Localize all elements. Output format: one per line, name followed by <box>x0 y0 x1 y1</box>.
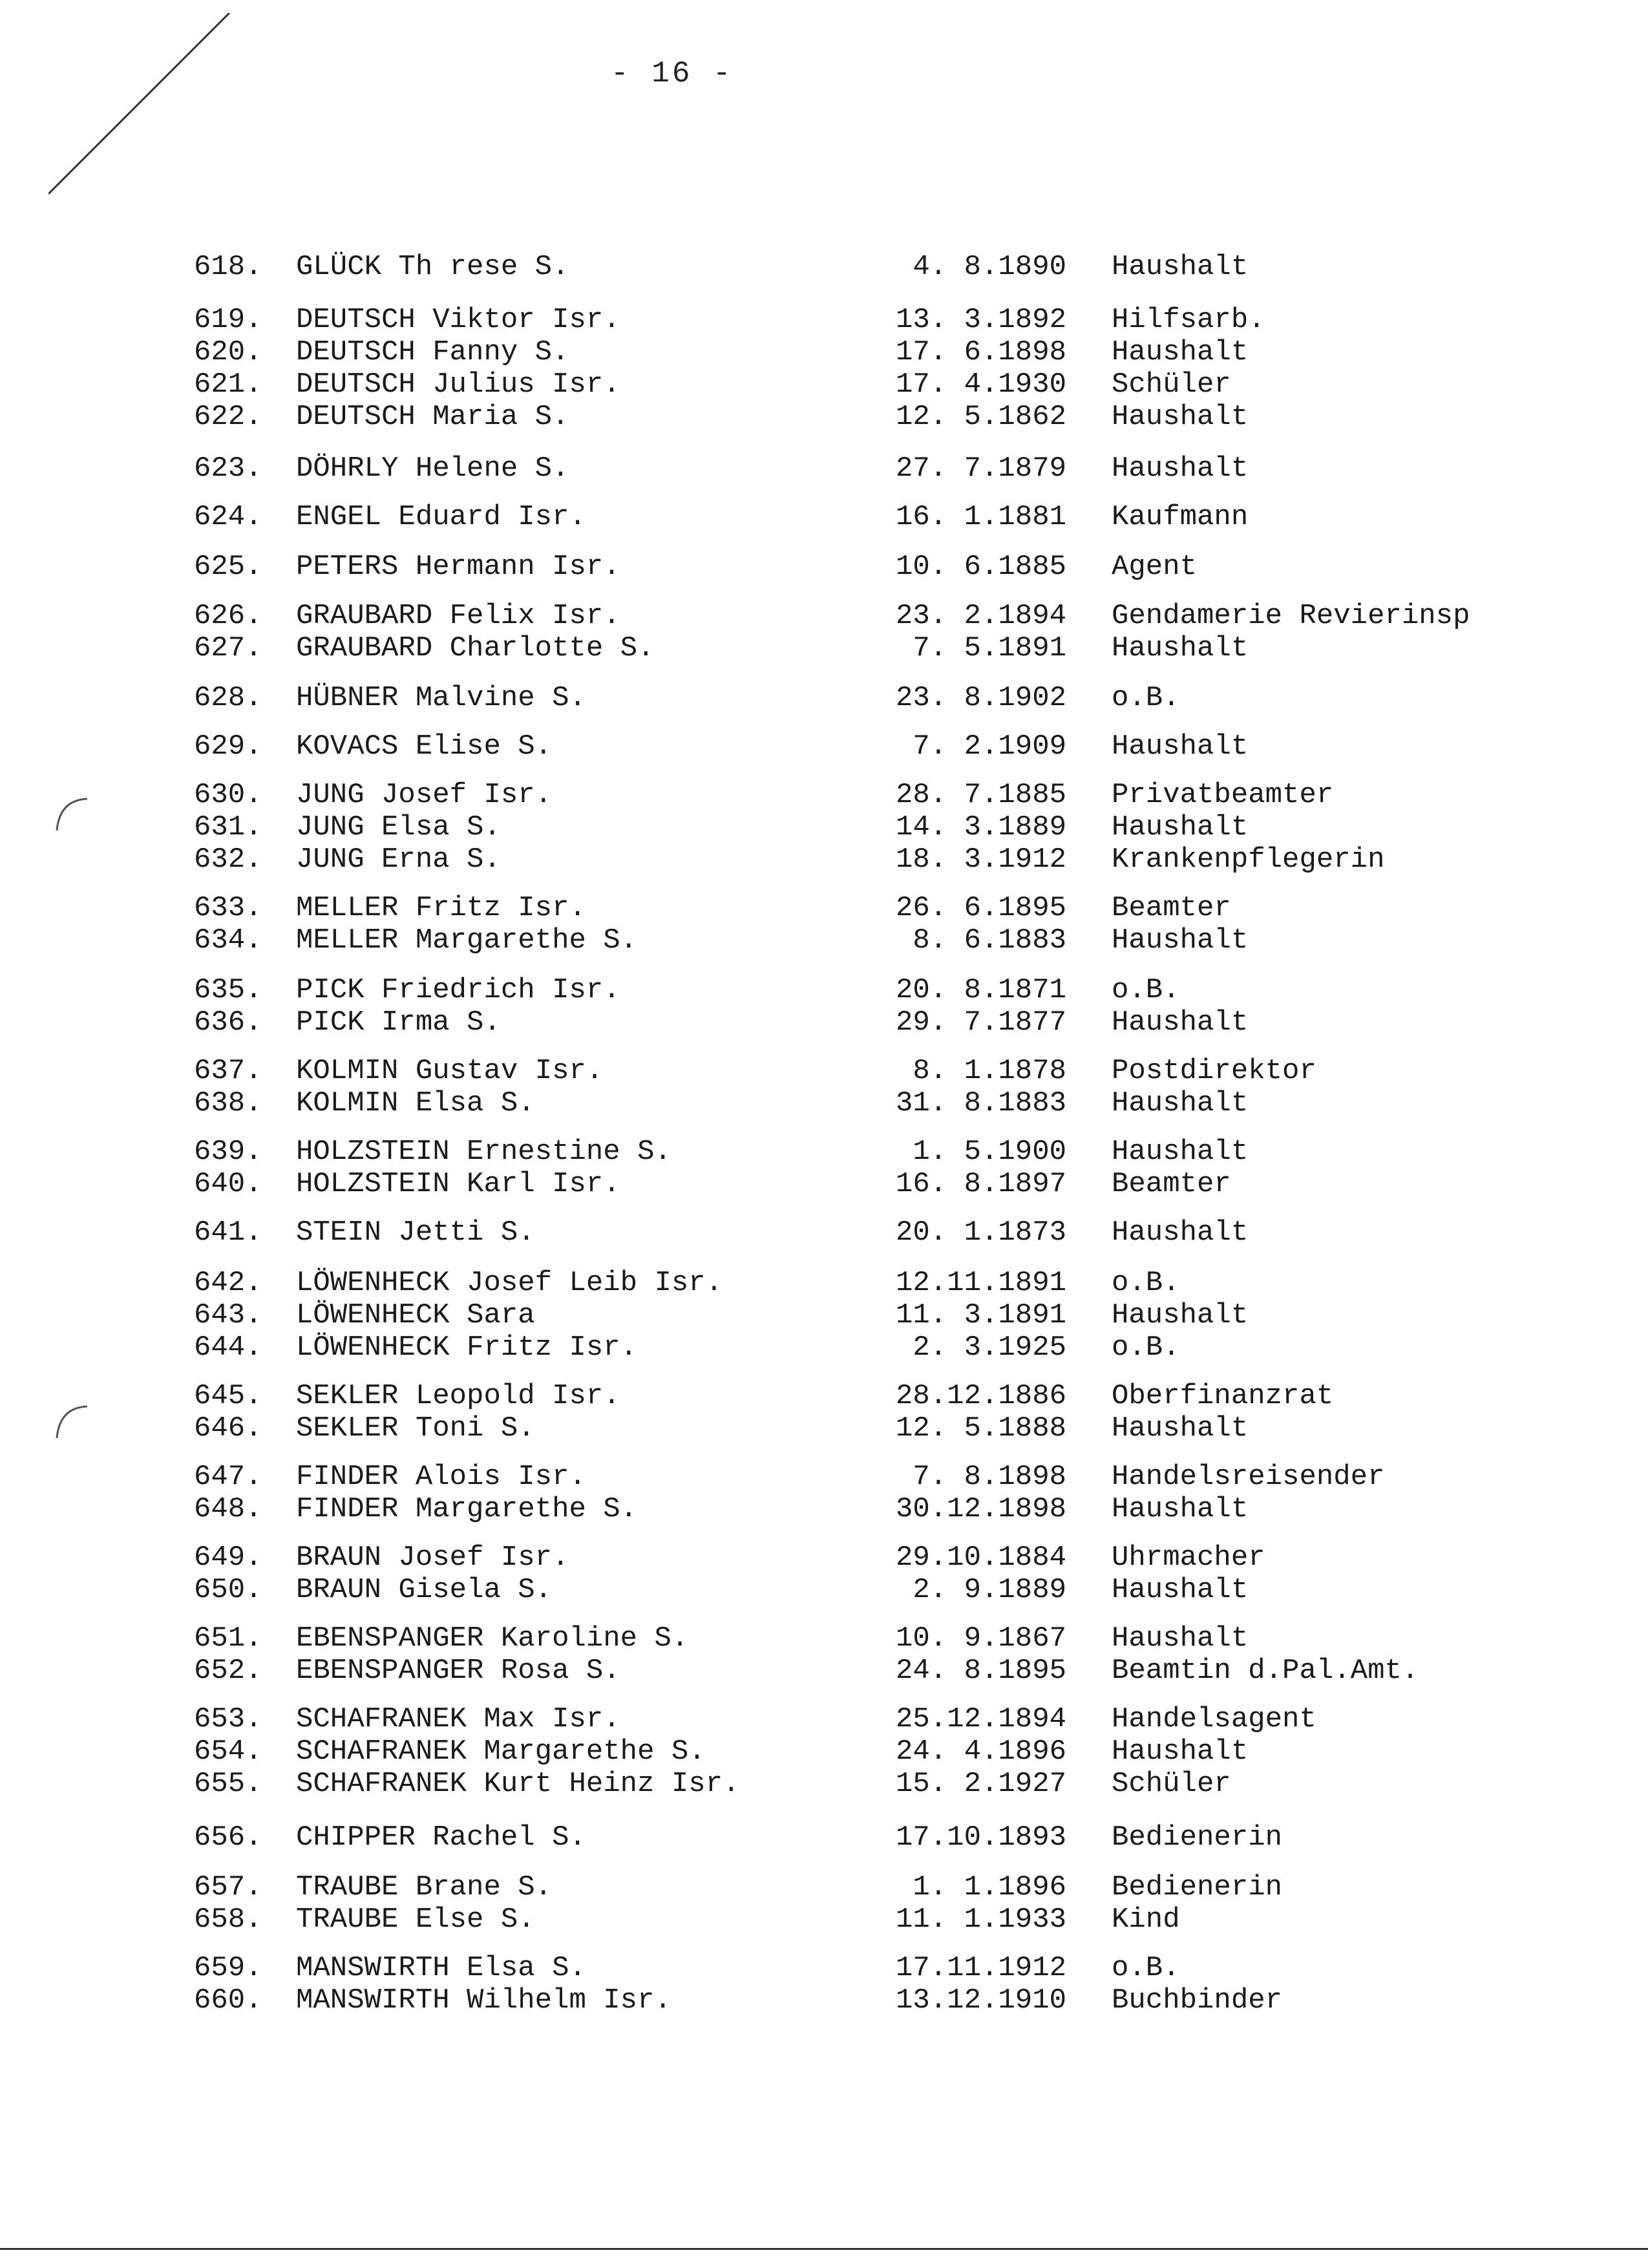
entry-birthdate: 16. 1.1881 <box>895 501 1066 533</box>
entry-occupation: Privatbeamter <box>1112 779 1334 811</box>
entry-birthdate: 10. 9.1867 <box>895 1622 1066 1655</box>
entry-occupation: o.B. <box>1112 1267 1180 1299</box>
entry-occupation: Haushalt <box>1112 1574 1249 1606</box>
entry-birthdate: 1. 1.1896 <box>913 1871 1066 1903</box>
entry-number: 652. <box>194 1655 262 1687</box>
entry-number: 637. <box>194 1055 262 1087</box>
entry-number: 645. <box>194 1380 262 1412</box>
entry-number: 625. <box>194 551 262 583</box>
entry-name: GRAUBARD Felix Isr. <box>296 600 620 632</box>
page-number: - 16 - <box>611 57 734 90</box>
entry-number: 650. <box>194 1574 262 1606</box>
entry-number: 621. <box>194 368 262 401</box>
entry-number: 639. <box>194 1136 262 1168</box>
entry-number: 647. <box>194 1461 262 1493</box>
entry-birthdate: 16. 8.1897 <box>895 1168 1066 1200</box>
entry-name: KOLMIN Gustav Isr. <box>296 1055 604 1087</box>
entry-occupation: Buchbinder <box>1112 1984 1283 2017</box>
entry-name: GRAUBARD Charlotte S. <box>296 632 655 664</box>
entry-birthdate: 29. 7.1877 <box>895 1006 1066 1039</box>
entry-birthdate: 29.10.1884 <box>895 1542 1066 1574</box>
entry-occupation: Bedienerin <box>1112 1871 1283 1903</box>
entry-occupation: Kaufmann <box>1112 501 1249 533</box>
entry-birthdate: 18. 3.1912 <box>895 843 1066 876</box>
entry-occupation: o.B. <box>1112 974 1180 1006</box>
entry-name: SCHAFRANEK Margarethe S. <box>296 1735 706 1768</box>
entry-number: 635. <box>194 974 262 1006</box>
entry-birthdate: 17. 4.1930 <box>895 368 1066 401</box>
entry-birthdate: 12. 5.1862 <box>895 401 1066 433</box>
entry-number: 630. <box>194 779 262 811</box>
entry-occupation: Postdirektor <box>1112 1055 1316 1087</box>
entry-occupation: Haushalt <box>1112 811 1249 843</box>
entry-name: TRAUBE Else S. <box>296 1903 535 1936</box>
entry-number: 619. <box>194 304 262 336</box>
entry-number: 627. <box>194 632 262 664</box>
entry-name: FINDER Margarethe S. <box>296 1493 638 1525</box>
entry-occupation: Haushalt <box>1112 1216 1249 1249</box>
entry-name: CHIPPER Rachel S. <box>296 1821 586 1854</box>
entry-birthdate: 7. 8.1898 <box>913 1461 1066 1493</box>
entry-birthdate: 28. 7.1885 <box>895 779 1066 811</box>
entry-birthdate: 30.12.1898 <box>895 1493 1066 1525</box>
entry-name: EBENSPANGER Rosa S. <box>296 1655 620 1687</box>
entry-name: SCHAFRANEK Kurt Heinz Isr. <box>296 1768 740 1800</box>
entry-occupation: Haushalt <box>1112 401 1249 433</box>
entry-birthdate: 4. 8.1890 <box>913 251 1066 283</box>
entry-birthdate: 12. 5.1888 <box>895 1412 1066 1445</box>
entry-name: EBENSPANGER Karoline S. <box>296 1622 689 1655</box>
entry-number: 641. <box>194 1216 262 1249</box>
entry-birthdate: 7. 5.1891 <box>913 632 1066 664</box>
entry-name: SEKLER Leopold Isr. <box>296 1380 620 1412</box>
entry-name: DÖHRLY Helene S. <box>296 452 569 485</box>
entry-number: 628. <box>194 682 262 714</box>
entry-birthdate: 26. 6.1895 <box>895 892 1066 924</box>
entry-name: GLÜCK Th rese S. <box>296 251 569 283</box>
entry-birthdate: 13. 3.1892 <box>895 304 1066 336</box>
entry-name: LÖWENHECK Josef Leib Isr. <box>296 1267 723 1299</box>
entry-occupation: Schüler <box>1112 1768 1231 1800</box>
entry-occupation: o.B. <box>1112 1331 1180 1364</box>
entry-birthdate: 15. 2.1927 <box>895 1768 1066 1800</box>
entry-number: 657. <box>194 1871 262 1903</box>
entry-birthdate: 8. 1.1878 <box>913 1055 1066 1087</box>
entry-occupation: Handelsagent <box>1112 1703 1316 1735</box>
entry-number: 655. <box>194 1768 262 1800</box>
entry-number: 660. <box>194 1984 262 2017</box>
entry-number: 654. <box>194 1735 262 1768</box>
entry-birthdate: 23. 8.1902 <box>895 682 1066 714</box>
entry-occupation: Oberfinanzrat <box>1112 1380 1334 1412</box>
entry-birthdate: 17. 6.1898 <box>895 336 1066 368</box>
entry-birthdate: 1. 5.1900 <box>913 1136 1066 1168</box>
entry-birthdate: 23. 2.1894 <box>895 600 1066 632</box>
entry-occupation: Haushalt <box>1112 336 1249 368</box>
entry-occupation: Haushalt <box>1112 1006 1249 1039</box>
entry-name: DEUTSCH Julius Isr. <box>296 368 620 401</box>
entry-name: MANSWIRTH Wilhelm Isr. <box>296 1984 671 2017</box>
entry-occupation: Haushalt <box>1112 1087 1249 1119</box>
entry-number: 648. <box>194 1493 262 1525</box>
entry-occupation: Hilfsarb. <box>1112 304 1265 336</box>
entry-occupation: Beamtin d.Pal.Amt. <box>1112 1655 1419 1687</box>
entry-birthdate: 24. 8.1895 <box>895 1655 1066 1687</box>
entry-number: 644. <box>194 1331 262 1364</box>
entry-occupation: Haushalt <box>1112 1412 1249 1445</box>
entry-number: 629. <box>194 730 262 763</box>
entry-birthdate: 24. 4.1896 <box>895 1735 1066 1768</box>
entry-birthdate: 11. 1.1933 <box>895 1903 1066 1936</box>
entry-birthdate: 7. 2.1909 <box>913 730 1066 763</box>
entry-name: PICK Irma S. <box>296 1006 501 1039</box>
entry-birthdate: 17.10.1893 <box>895 1821 1066 1854</box>
corner-pen-stroke <box>48 13 242 207</box>
entry-number: 638. <box>194 1087 262 1119</box>
entry-number: 620. <box>194 336 262 368</box>
entry-number: 642. <box>194 1267 262 1299</box>
entry-name: JUNG Josef Isr. <box>296 779 553 811</box>
entry-name: MELLER Fritz Isr. <box>296 892 586 924</box>
entry-occupation: Beamter <box>1112 892 1231 924</box>
entry-number: 622. <box>194 401 262 433</box>
entry-number: 643. <box>194 1299 262 1331</box>
entry-name: BRAUN Gisela S. <box>296 1574 553 1606</box>
entry-name: DEUTSCH Viktor Isr. <box>296 304 620 336</box>
entry-name: TRAUBE Brane S. <box>296 1871 553 1903</box>
entry-number: 653. <box>194 1703 262 1735</box>
entry-occupation: Haushalt <box>1112 1136 1249 1168</box>
entry-name: ENGEL Eduard Isr. <box>296 501 586 533</box>
entry-name: JUNG Erna S. <box>296 843 501 876</box>
entry-name: LÖWENHECK Fritz Isr. <box>296 1331 638 1364</box>
entry-occupation: Uhrmacher <box>1112 1542 1265 1574</box>
entry-occupation: Kind <box>1112 1903 1180 1936</box>
entry-birthdate: 25.12.1894 <box>895 1703 1066 1735</box>
entry-birthdate: 2. 3.1925 <box>913 1331 1066 1364</box>
entry-name: JUNG Elsa S. <box>296 811 501 843</box>
entry-birthdate: 17.11.1912 <box>895 1952 1066 1984</box>
entry-number: 634. <box>194 924 262 957</box>
entry-number: 632. <box>194 843 262 876</box>
entry-occupation: Schüler <box>1112 368 1231 401</box>
entry-name: KOVACS Elise S. <box>296 730 553 763</box>
entry-birthdate: 28.12.1886 <box>895 1380 1066 1412</box>
entry-name: PETERS Hermann Isr. <box>296 551 620 583</box>
entry-name: MANSWIRTH Elsa S. <box>296 1952 586 1984</box>
entry-name: PICK Friedrich Isr. <box>296 974 620 1006</box>
entry-occupation: Beamter <box>1112 1168 1231 1200</box>
entry-number: 618. <box>194 251 262 283</box>
page-bottom-edge <box>0 2248 1648 2250</box>
entry-number: 649. <box>194 1542 262 1574</box>
entry-name: SEKLER Toni S. <box>296 1412 535 1445</box>
entry-name: KOLMIN Elsa S. <box>296 1087 535 1119</box>
entry-occupation: Haushalt <box>1112 1299 1249 1331</box>
entry-occupation: Haushalt <box>1112 1622 1249 1655</box>
entry-number: 624. <box>194 501 262 533</box>
entry-name: HOLZSTEIN Ernestine S. <box>296 1136 671 1168</box>
entry-birthdate: 13.12.1910 <box>895 1984 1066 2017</box>
entry-number: 636. <box>194 1006 262 1039</box>
entry-occupation: o.B. <box>1112 1952 1180 1984</box>
entry-name: HÜBNER Malvine S. <box>296 682 586 714</box>
entry-occupation: Haushalt <box>1112 1735 1249 1768</box>
entry-name: DEUTSCH Maria S. <box>296 401 569 433</box>
entry-birthdate: 20. 1.1873 <box>895 1216 1066 1249</box>
entry-birthdate: 2. 9.1889 <box>913 1574 1066 1606</box>
punch-hole-mark <box>52 1403 90 1441</box>
entry-number: 633. <box>194 892 262 924</box>
entry-number: 646. <box>194 1412 262 1445</box>
entry-birthdate: 12.11.1891 <box>895 1267 1066 1299</box>
entry-name: STEIN Jetti S. <box>296 1216 535 1249</box>
entry-birthdate: 20. 8.1871 <box>895 974 1066 1006</box>
entry-number: 640. <box>194 1168 262 1200</box>
entry-occupation: Haushalt <box>1112 452 1249 485</box>
entry-birthdate: 14. 3.1889 <box>895 811 1066 843</box>
entry-occupation: o.B. <box>1112 682 1180 714</box>
entry-number: 651. <box>194 1622 262 1655</box>
entry-name: SCHAFRANEK Max Isr. <box>296 1703 620 1735</box>
entry-number: 656. <box>194 1821 262 1854</box>
entry-name: HOLZSTEIN Karl Isr. <box>296 1168 620 1200</box>
entry-name: BRAUN Josef Isr. <box>296 1542 569 1574</box>
entry-occupation: Agent <box>1112 551 1198 583</box>
entry-occupation: Bedienerin <box>1112 1821 1283 1854</box>
entry-number: 631. <box>194 811 262 843</box>
entry-name: FINDER Alois Isr. <box>296 1461 586 1493</box>
entry-occupation: Gendamerie Revierinsp <box>1112 600 1470 632</box>
entry-name: DEUTSCH Fanny S. <box>296 336 569 368</box>
entry-name: LÖWENHECK Sara <box>296 1299 535 1331</box>
entry-occupation: Handelsreisender <box>1112 1461 1385 1493</box>
entry-name: MELLER Margarethe S. <box>296 924 638 957</box>
entry-birthdate: 10. 6.1885 <box>895 551 1066 583</box>
entry-number: 623. <box>194 452 262 485</box>
entry-occupation: Haushalt <box>1112 1493 1249 1525</box>
entry-birthdate: 27. 7.1879 <box>895 452 1066 485</box>
entry-birthdate: 31. 8.1883 <box>895 1087 1066 1119</box>
entry-occupation: Haushalt <box>1112 924 1249 957</box>
punch-hole-mark <box>52 795 90 834</box>
entry-occupation: Krankenpflegerin <box>1112 843 1385 876</box>
entry-occupation: Haushalt <box>1112 632 1249 664</box>
entry-number: 659. <box>194 1952 262 1984</box>
entry-birthdate: 11. 3.1891 <box>895 1299 1066 1331</box>
entry-occupation: Haushalt <box>1112 730 1249 763</box>
entry-occupation: Haushalt <box>1112 251 1249 283</box>
entry-number: 626. <box>194 600 262 632</box>
entry-birthdate: 8. 6.1883 <box>913 924 1066 957</box>
entry-number: 658. <box>194 1903 262 1936</box>
